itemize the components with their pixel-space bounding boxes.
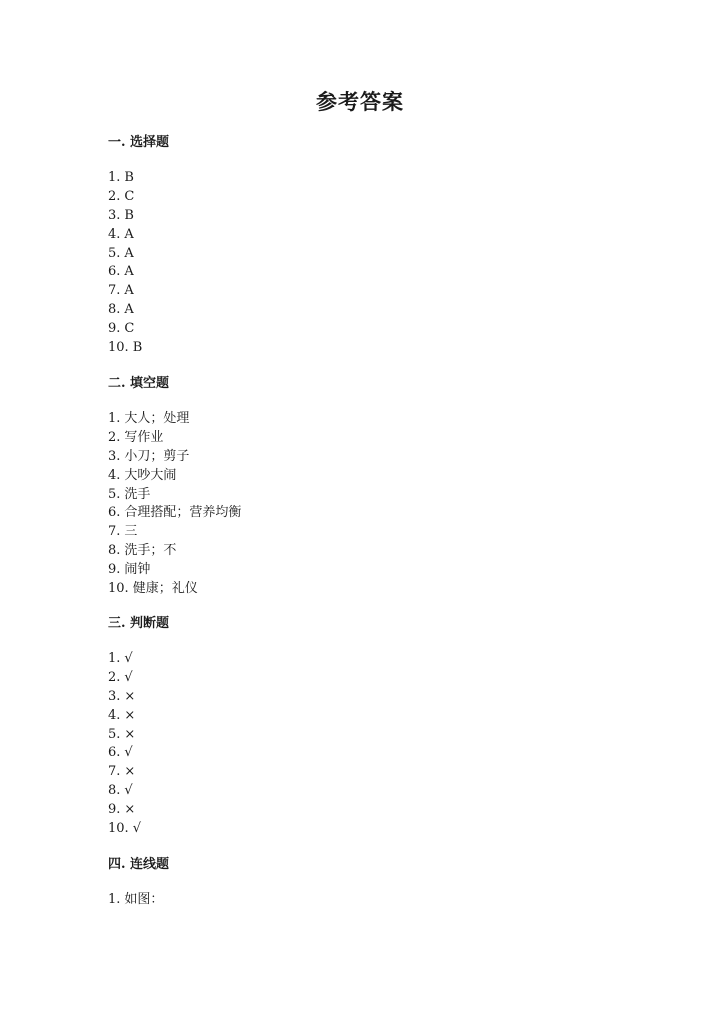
- list-item: [108, 263, 668, 282]
- section-heading: 二. 填空题: [108, 376, 170, 391]
- item-number: 7.: [108, 524, 121, 540]
- answer-list: [108, 169, 668, 358]
- item-answer: C: [124, 321, 135, 337]
- answer-list: [108, 891, 668, 910]
- item-answer: B: [124, 207, 134, 223]
- item-answer: ×: [124, 688, 136, 704]
- list-item: [108, 486, 668, 505]
- item-number: 3.: [108, 688, 121, 704]
- list-item: [108, 188, 668, 207]
- list-item: [108, 504, 668, 523]
- list-item: [108, 429, 668, 448]
- item-answer: A: [124, 283, 134, 299]
- item-number: 5.: [108, 245, 121, 261]
- list-item: [108, 339, 668, 358]
- item-answer: √: [124, 783, 133, 799]
- list-item: [108, 726, 668, 745]
- list-item: [108, 207, 668, 226]
- section-heading: 四. 连线题: [108, 857, 170, 872]
- item-answer: B: [132, 340, 143, 356]
- item-number: 7.: [108, 283, 121, 299]
- item-number: 5.: [108, 726, 121, 742]
- item-answer: √: [132, 821, 141, 837]
- item-answer: ×: [124, 764, 136, 780]
- item-answer: 洗手；不: [124, 543, 177, 559]
- item-number: 2.: [108, 669, 121, 685]
- item-number: 10.: [108, 581, 129, 597]
- item-number: 1.: [108, 651, 121, 666]
- item-number: 8.: [108, 783, 121, 799]
- item-number: 4.: [108, 707, 121, 723]
- page-title: 参考答案: [316, 89, 404, 114]
- item-answer: √: [124, 651, 133, 666]
- item-answer: 大人；处理: [124, 411, 190, 426]
- section-heading: 三. 判断题: [108, 616, 170, 631]
- item-number: 10.: [108, 821, 129, 837]
- item-answer: 闹钟: [124, 562, 151, 578]
- item-answer: 大吵大闹: [124, 467, 177, 483]
- item-number: 1.: [108, 411, 121, 426]
- list-item: [108, 801, 668, 820]
- item-number: 4.: [108, 467, 121, 483]
- list-item: [108, 688, 668, 707]
- item-answer: C: [124, 188, 135, 204]
- section-heading: 一. 选择题: [108, 135, 170, 150]
- list-item: [108, 245, 668, 264]
- list-item: [108, 891, 668, 910]
- item-number: 3.: [108, 448, 121, 464]
- item-number: 9.: [108, 802, 121, 818]
- section-matching: [108, 855, 668, 910]
- item-answer: ×: [124, 707, 136, 723]
- list-item: [108, 542, 668, 561]
- item-number: 8.: [108, 543, 121, 559]
- item-answer: A: [124, 226, 134, 242]
- list-item: [108, 410, 668, 429]
- item-answer: A: [124, 245, 134, 261]
- item-answer: 三: [124, 524, 138, 540]
- item-number: 1.: [108, 892, 121, 907]
- item-answer: A: [124, 264, 134, 280]
- item-answer: 小刀；剪子: [124, 448, 190, 464]
- list-item: [108, 707, 668, 726]
- item-answer: B: [124, 170, 134, 185]
- list-item: [108, 320, 668, 339]
- section-fill-in-blank: [108, 374, 668, 599]
- list-item: [108, 561, 668, 580]
- answer-list: [108, 410, 668, 599]
- item-answer: A: [124, 302, 134, 318]
- list-item: [108, 669, 668, 688]
- item-number: 8.: [108, 302, 121, 318]
- list-item: [108, 650, 668, 669]
- list-item: [108, 448, 668, 467]
- list-item: [108, 744, 668, 763]
- item-answer: ×: [124, 802, 136, 818]
- list-item: [108, 169, 668, 188]
- list-item: [108, 301, 668, 320]
- item-number: 2.: [108, 429, 121, 445]
- item-number: 9.: [108, 321, 121, 337]
- item-number: 10.: [108, 340, 129, 356]
- list-item: [108, 282, 668, 301]
- item-answer: 洗手: [124, 486, 151, 502]
- list-item: [108, 782, 668, 801]
- item-answer: 写作业: [124, 429, 164, 445]
- list-item: [108, 523, 668, 542]
- list-item: [108, 820, 668, 839]
- item-answer: ×: [124, 726, 136, 742]
- item-answer: √: [124, 745, 133, 761]
- section-multiple-choice: [108, 133, 668, 358]
- item-number: 1.: [108, 170, 121, 185]
- item-number: 6.: [108, 505, 121, 521]
- item-answer: 健康；礼仪: [132, 581, 198, 597]
- list-item: [108, 763, 668, 782]
- list-item: [108, 580, 668, 599]
- item-number: 9.: [108, 562, 121, 578]
- item-answer: 合理搭配；营养均衡: [124, 505, 242, 521]
- section-true-false: [108, 614, 668, 839]
- answer-list: [108, 650, 668, 839]
- item-number: 7.: [108, 764, 121, 780]
- item-number: 6.: [108, 264, 121, 280]
- item-number: 3.: [108, 207, 121, 223]
- item-number: 4.: [108, 226, 121, 242]
- list-item: [108, 226, 668, 245]
- list-item: [108, 467, 668, 486]
- item-number: 6.: [108, 745, 121, 761]
- item-number: 2.: [108, 188, 121, 204]
- item-number: 5.: [108, 486, 121, 502]
- item-answer: √: [124, 669, 133, 685]
- item-answer: 如图：: [124, 892, 164, 907]
